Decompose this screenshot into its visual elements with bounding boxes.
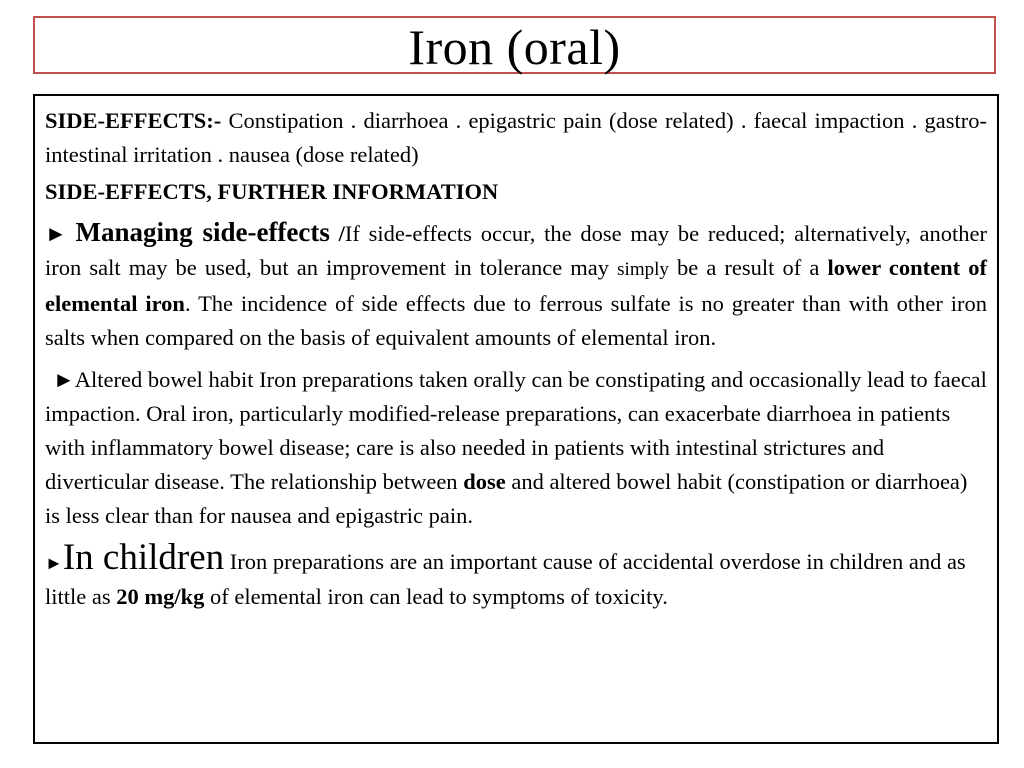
further-info-heading: SIDE-EFFECTS, FURTHER INFORMATION	[45, 179, 499, 204]
page-title: Iron (oral)	[408, 19, 621, 75]
content-box	[33, 94, 999, 744]
managing-simply: simply	[617, 259, 669, 280]
managing-text-1: If side-effects occur, the dose may be reduced; alternatively, another iron salt may be used, but an improvement in tolerance may	[45, 221, 987, 280]
children-heading: In children	[62, 537, 225, 578]
side-effects-label: SIDE-EFFECTS:-	[45, 108, 222, 133]
managing-text-3: . The incidence of side effects due to ferrous sulfate is no greater than with other iron salts when compared on the basis of equivalent amounts of elemental iron.	[45, 291, 987, 350]
managing-bold: lower content of elemental iron	[45, 255, 987, 316]
children-text-2: of elemental iron can lead to symptoms of toxicity.	[204, 584, 668, 609]
bowel-text-1: Altered bowel habit Iron preparations taken orally can be constipating and occasionally lead to faecal impaction. Oral iron, particularly modified-release preparations, can exacerbate diarrhoea in patients with inflammatory bowel disease; care is also needed in patients with intestinal strictures and diverticular disease. The relationship between	[45, 367, 987, 494]
bullet-arrow-icon: ►	[53, 367, 75, 392]
title-box	[33, 16, 996, 74]
bowel-text-2: and altered bowel habit (constipation or diarrhoea) is less clear than for nausea and epigastric pain.	[45, 469, 968, 528]
bowel-bold: dose	[463, 469, 506, 494]
children-bold: 20 mg/kg	[116, 584, 205, 609]
bullet-arrow-icon: ►	[45, 221, 67, 246]
children-paragraph	[45, 537, 987, 614]
bowel-paragraph	[45, 363, 987, 533]
managing-text-2: be a result of a	[668, 255, 828, 280]
side-effects-text: Constipation . diarrhoea . epigastric pain (dose related) . faecal impaction . gastro-intestinal irritation . nausea (dose related)	[45, 108, 987, 167]
bullet-arrow-icon: ►	[45, 553, 63, 573]
side-effects-paragraph	[45, 104, 987, 172]
managing-slash: /	[329, 221, 345, 246]
managing-heading: Managing side-effects	[75, 217, 330, 247]
managing-paragraph	[45, 215, 987, 355]
children-text-1: Iron preparations are an important cause of accidental overdose in children and as little as	[45, 549, 966, 609]
